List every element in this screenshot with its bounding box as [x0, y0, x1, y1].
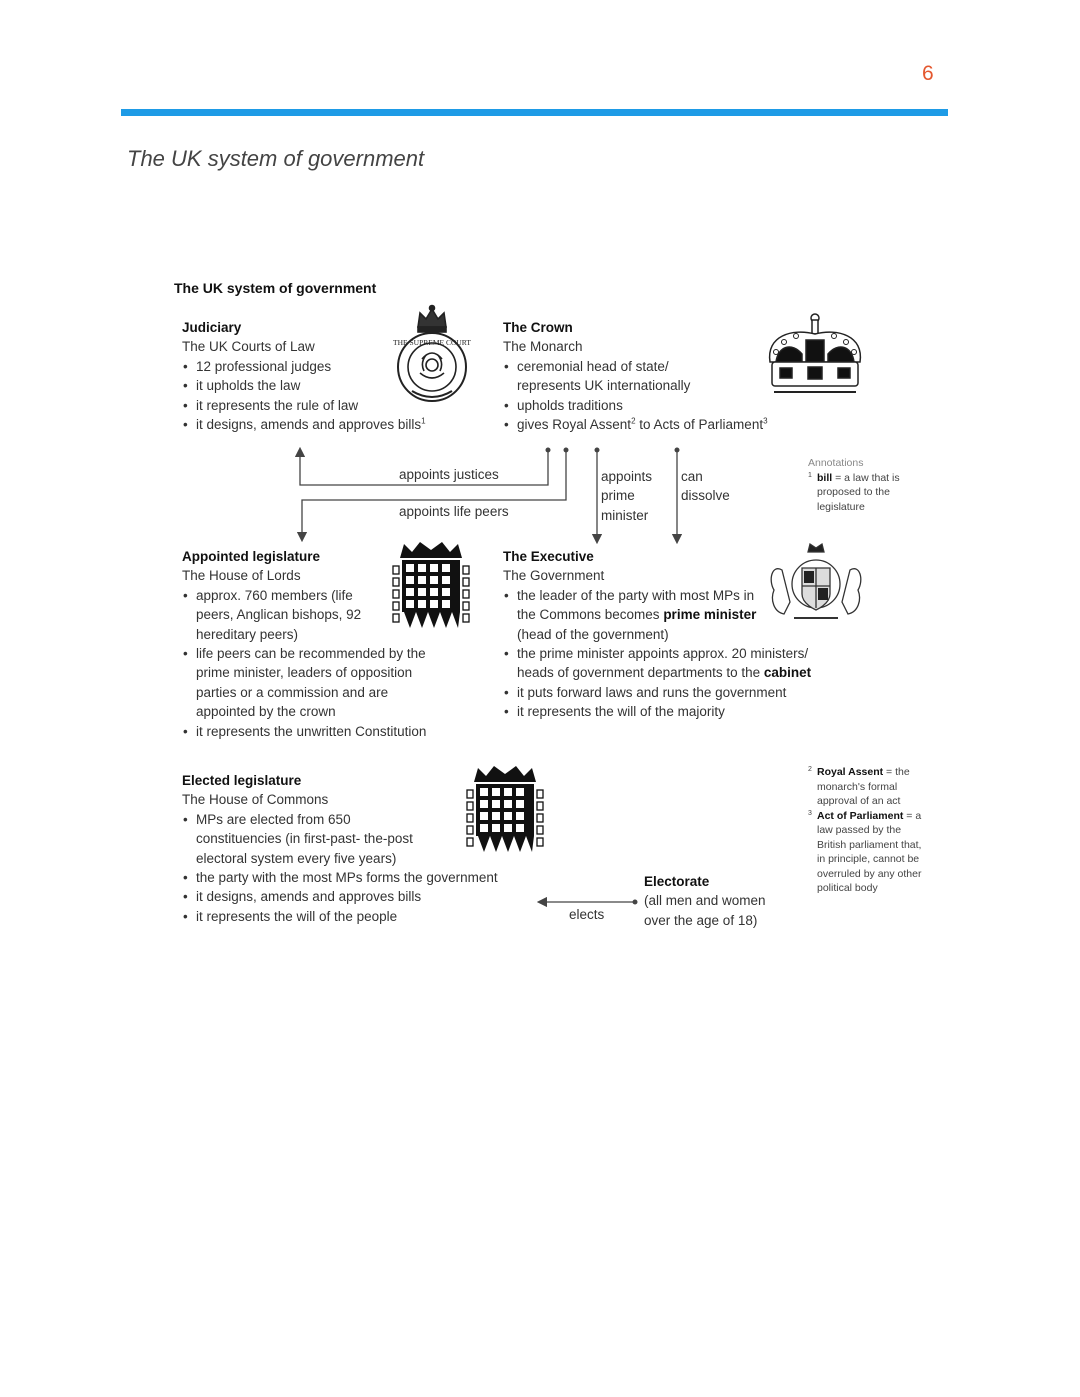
lords-subheading: The House of Lords: [182, 568, 301, 584]
judiciary-item: • it represents the rule of law: [182, 396, 452, 415]
elects-label: elects: [569, 907, 605, 922]
can-dissolve-label: can dissolve: [681, 469, 730, 504]
appoints-life-peers-line: [302, 450, 566, 537]
figure-title: The UK system of government: [174, 280, 377, 296]
judiciary-subheading: The UK Courts of Law: [182, 339, 315, 355]
annotations-header: Annotations: [808, 457, 864, 469]
commons-item: • MPs are elected from 650 constituencies (in first-past- the-post electoral system every five years): [182, 810, 436, 868]
appoints-life-peers-label: appoints life peers: [399, 504, 509, 519]
lords-item: • approx. 760 members (life peers, Anglican bishops, 92 hereditary peers): [182, 586, 382, 644]
annotations-footnotes: [808, 765, 926, 896]
svg-text:THE SUPREME COURT: THE SUPREME COURT: [393, 338, 471, 347]
judiciary-item: • 12 professional judges: [182, 357, 452, 376]
page-title: The UK system of government: [127, 146, 425, 171]
electorate-heading: Electorate: [644, 874, 710, 889]
supreme-court-emblem-icon: [392, 303, 472, 409]
crown-block: [503, 318, 803, 434]
judiciary-item: • it designs, amends and approves bills$^1$: [182, 415, 452, 434]
lords-heading: Appointed legislature: [182, 549, 321, 564]
judiciary-item: • it upholds the law: [182, 376, 452, 395]
royal-crown-icon: [762, 312, 868, 408]
executive-item: • it represents the will of the majority: [503, 702, 833, 721]
crown-heading: The Crown: [503, 320, 573, 335]
crown-item: • ceremonial head of state/ represents UK internationally: [503, 357, 717, 396]
crown-item: • gives Royal Assent$^2$ to Acts of Parliament$^3$: [503, 415, 803, 434]
annotation-royal-assent: 2 Royal Assent = the monarch's formal approval of an act: [808, 766, 910, 807]
commons-item: • the party with the most MPs forms the government: [182, 868, 522, 887]
judiciary-heading: Judiciary: [182, 320, 242, 335]
commons-heading: Elected legislature: [182, 773, 302, 788]
commons-item: • it designs, amends and approves bills: [182, 887, 522, 906]
executive-item: • the leader of the party with most MPs in the Commons becomes prime minister (head of the government): [503, 586, 757, 644]
page-number: 6: [922, 62, 934, 85]
annotation-bill: 1 bill = a law that is proposed to the legislature: [808, 471, 900, 513]
executive-heading: The Executive: [503, 549, 594, 564]
crown-item: • upholds traditions: [503, 396, 803, 415]
appoints-pm-label: appoints prime minister: [601, 469, 653, 523]
electorate-block: [644, 872, 784, 930]
appoints-justices-label: appoints justices: [399, 467, 499, 482]
crown-subheading: The Monarch: [503, 339, 583, 355]
commons-item: • it represents the will of the people: [182, 907, 522, 926]
annotation-act-of-parliament: 3 Act of Parliament = a law passed by the British parliament that, in principle, cannot be overruled by any other political body: [808, 809, 922, 894]
executive-item: • it puts forward laws and runs the government: [503, 683, 833, 702]
annotations-box: [808, 456, 918, 514]
lords-item: • life peers can be recommended by the prime minister, leaders of opposition parties or a commission and are appointed by the crown: [182, 644, 434, 722]
royal-coat-of-arms-icon: [764, 540, 868, 624]
portcullis-icon: [464, 764, 546, 856]
electorate-detail: (all men and women over the age of 18): [644, 893, 766, 928]
commons-subheading: The House of Commons: [182, 792, 329, 808]
executive-subheading: The Government: [503, 568, 605, 584]
portcullis-icon: [390, 540, 472, 632]
lords-item: • it represents the unwritten Constitution: [182, 722, 447, 741]
executive-item: • the prime minister appoints approx. 20 ministers/ heads of government departments to the cabinet: [503, 644, 833, 683]
